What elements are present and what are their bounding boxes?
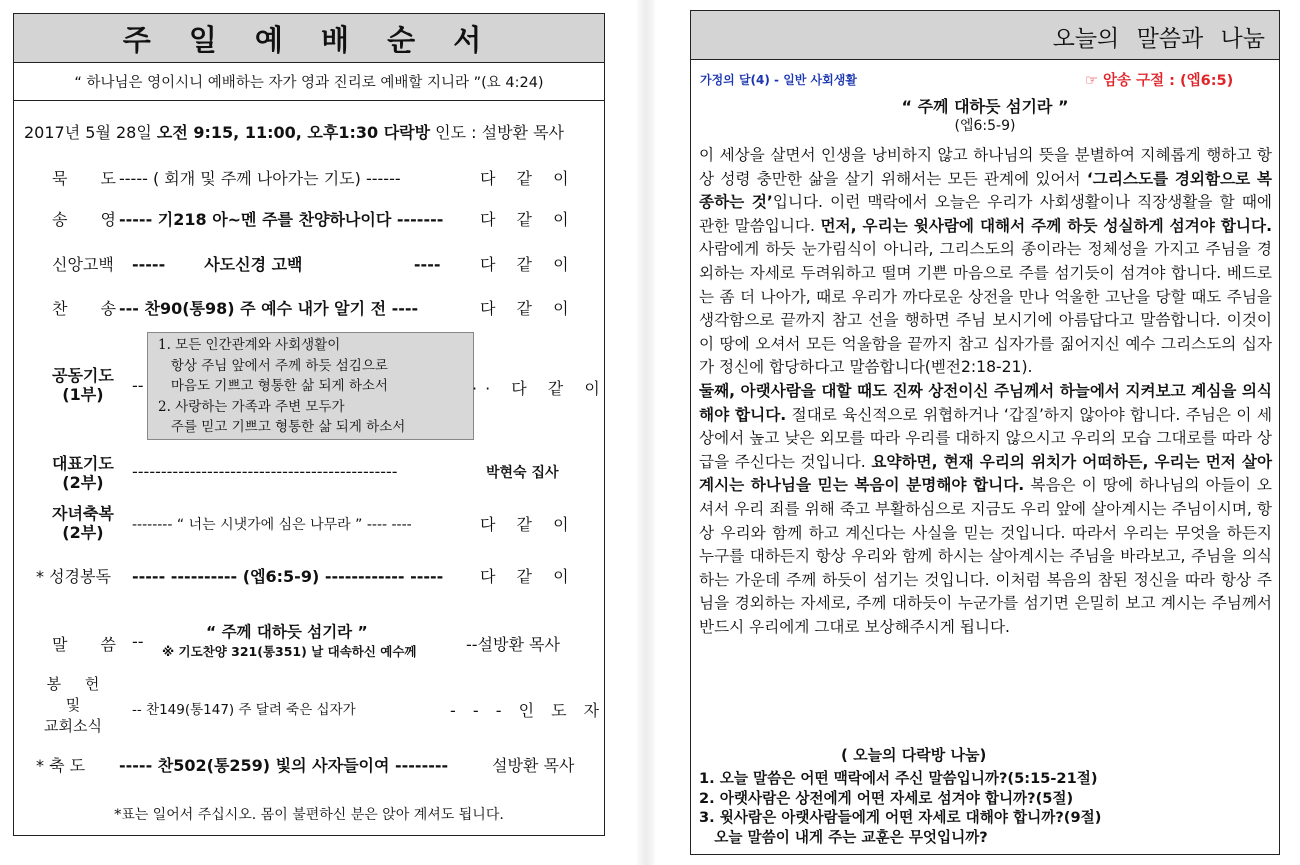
order-item-label: 대표기도 (2부)	[52, 454, 114, 492]
body-text: 입니다. 이런 맥락에서 오늘은 우리가 사회생활이나 직장생활을 할 때에 관한 말씀입니다.	[699, 193, 1272, 235]
order-item-label: * 축 도	[36, 756, 86, 775]
service-times: 오전 9:15, 11:00, 오후1:30 다락방	[156, 123, 431, 142]
sermon-title: “ 주께 대하듯 섬기라 ”	[901, 97, 1069, 116]
sermon-title: “ 주께 대하듯 섬기라 ”	[206, 623, 368, 641]
sermon-sub: ※ 기도찬양 321(통351) 날 대속하신 예수께	[162, 644, 417, 659]
order-item-content: --	[132, 376, 144, 395]
body-text: 사람에게 하듯 눈가림식이 아니라, 그리스도의 종이라는 정체성을 가지고 주님을 경외하는 자세로 두려워하고 떨며 기쁜 마음으로 주를 섬기듯이 섬겨야 합니다. 베드로는 좀 더 나아가, 때로 우리가 까다로운 상전을 만나 억울한 고난을 당할 때도 주님을 생각함으로 끝까지 참고 선을 행하면 주님 보시기에 아름답다고 말씀합니다. 이것이 이 땅에 오셔서 모든 억울함을 끝까지 참고 십자가를 짊어지신 예수 그리스도의 십자가 정신에 합당하다고 말씀합니다(벧전2:18-21).	[699, 240, 1272, 377]
memory-verse: ☞ 암송 구절 : (엡6:5)	[1085, 73, 1234, 89]
page-fold	[637, 0, 655, 865]
question-item: 1. 오늘 말씀은 어떤 맥락에서 주신 말씀입니까?(5:15-21절)	[699, 770, 1098, 787]
order-item-content: -- 찬149(통147) 주 달려 죽은 십자가	[132, 702, 356, 718]
order-item-who: 다 같 이	[480, 210, 577, 229]
order-item-content: ----- ( 회개 및 주께 나아가는 기도) ------	[119, 169, 401, 188]
order-item-label: * 성경봉독	[36, 567, 111, 586]
service-info	[24, 120, 614, 143]
sermon-body	[699, 144, 1272, 639]
worship-order-title: 주 일 예 배 순 서	[14, 14, 604, 63]
service-leader: 인도 : 설방환 목사	[435, 123, 564, 142]
service-date: 2017년 5월 28일	[24, 123, 152, 142]
question-item: 3. 윗사람은 아랫사람들에게 어떤 자세로 대해야 합니까?(9절)	[699, 809, 1102, 827]
order-item-content: ----- ---------- (엡6:5-9) ------------ -----	[132, 567, 444, 586]
order-item-who: - - - 인 도 자	[450, 701, 606, 720]
footer-note: *표는 일어서 주십시오. 몸이 불편하신 분은 앉아 계셔도 됩니다.	[114, 807, 504, 823]
order-item-label: 말 씀	[52, 635, 130, 654]
order-item-who: 다 같 이	[480, 169, 577, 188]
order-item-content: --	[132, 632, 144, 651]
order-item-who: 다 같 이	[480, 255, 577, 274]
sermon-panel	[690, 10, 1280, 855]
body-text: 복음은 이 땅에 하나님의 아들이 오셔서 우리 죄를 위해 죽고 부활하심으로 지금도 우리 앞에 살아계시는 주님이시며, 항상 우리와 함께 하고 계신다는 사실을 믿는 것입니다. 따라서 우리는 무엇을 하든지 누구를 대하든지 항상 우리와 함께 하시는 살아계시는 주님을 바라보고, 주님을 의식하는 가운데 주께 하듯이 섬기는 것입니다. 이처럼 복음의 참된 정신을 따라 항상 주님을 경외하는 자세로, 주께 대하듯이 누군가를 섬기면 은밀히 보고 계시는 주님께서 반드시 우리에게 그대로 보상해주시게 됩니다.	[699, 476, 1272, 636]
body-text: 이 세상을 살면서 인생을 낭비하지 않고 하나님의 뜻을 분별하여 지혜롭게 행하고 항상 성령 충만한 삶을 살기 위해서는 모든 관계에 있어서	[699, 146, 1272, 188]
order-item-who: 다 같 이	[480, 515, 577, 534]
header-title: 오늘의 말씀과 나눔	[1052, 26, 1265, 52]
question-item: 2. 아랫사람은 상전에게 어떤 자세로 섬겨야 합니까?(5절)	[699, 789, 1074, 807]
body-emphasis: 둘째, 아랫사람을 대할 때도 진짜 상전이신 주님께서 하늘에서 지켜보고 계심을 의식해야 합니다.	[699, 381, 1272, 424]
order-item-label: 묵 도	[52, 169, 130, 188]
body-text: 절대로 육신적으로 위협하거나 ‘갑질’하지 않아야 합니다. 주님은 이 세상에서 높고 낮은 외모를 따라 우리를 대하지 않으시고 우리의 모습 그대로를 따라 상급을 주신다는 것입니다.	[699, 405, 1273, 471]
order-item-label: 공동기도 (1부)	[52, 366, 114, 404]
order-item-content: -------- “ 너는 시냇가에 심은 나무라 ” ---- ----	[132, 517, 412, 533]
order-item-who: --설방환 목사	[466, 635, 560, 654]
sermon-reference: (엡6:5-9)	[954, 118, 1016, 134]
order-item-label: 자녀축복 (2부)	[52, 504, 114, 542]
prayer-line: 항상 주님 앞에서 주께 하듯 섬김으로	[158, 357, 388, 374]
order-item-content: ----- 찬502(통259) 빛의 사자들이여 --------	[119, 756, 449, 775]
body-emphasis: ‘그리스도를 경외함으로 복종하는 것’	[699, 169, 1272, 212]
theme-label: 가정의 달(4) - 일반 사회생활	[700, 73, 857, 87]
order-item-content: ----------------------------------------------	[132, 462, 398, 481]
scripture-verse: “ 하나님은 영이시니 예배하는 자가 영과 진리로 예배할 지니라 ”(요 4:24)	[14, 62, 604, 101]
sermon-header	[691, 11, 1279, 60]
prayer-line: 2. 사랑하는 가족과 주변 모두가	[158, 398, 345, 415]
order-item-who: 설방환 목사	[492, 756, 575, 775]
order-item-label: 송 영	[52, 210, 130, 229]
body-emphasis: 요약하면, 현재 우리의 위치가 어떠하든, 우리는 먼저 살아계시는 하나님을 믿는 복음이 분명해야 합니다.	[699, 452, 1273, 495]
order-item-content: --- 찬90(통98) 주 예수 내가 알기 전 ----	[119, 299, 419, 318]
order-item-label: 봉 헌 및 교회소식	[44, 675, 102, 735]
question-list	[699, 769, 1101, 847]
prayer-line: 주를 믿고 기쁘고 형통한 삶 되게 하소서	[158, 419, 406, 435]
order-item-label: 찬 송	[52, 299, 130, 318]
order-item-who: 다 같 이	[480, 299, 577, 318]
worship-order-panel	[13, 13, 608, 836]
body-emphasis: 먼저, 우리는 윗사람에 대해서 주께 하듯 성실하게 섬겨야 합니다.	[820, 216, 1272, 235]
prayer-line: 1. 모든 인간관계와 사회생활이	[158, 337, 341, 353]
order-item-content: ----- 기218 아~멘 주를 찬양하나이다 -------	[119, 210, 444, 229]
order-item-content: ----- 사도신경 고백 ----	[132, 255, 441, 274]
question-item: 오늘 말씀이 내게 주는 교훈은 무엇입니까?	[699, 828, 988, 846]
order-item-who: 박현숙 집사	[486, 465, 559, 481]
order-item-who: ·· 다 같 이	[472, 379, 608, 398]
order-item-label: 신앙고백	[52, 255, 114, 274]
prayer-line: 마음도 기쁘고 형통한 삶 되게 하소서	[158, 378, 388, 394]
order-item-who: 다 같 이	[480, 567, 577, 586]
common-prayer-box	[147, 332, 474, 440]
sharing-title: ( 오늘의 다락방 나눔)	[841, 746, 987, 764]
